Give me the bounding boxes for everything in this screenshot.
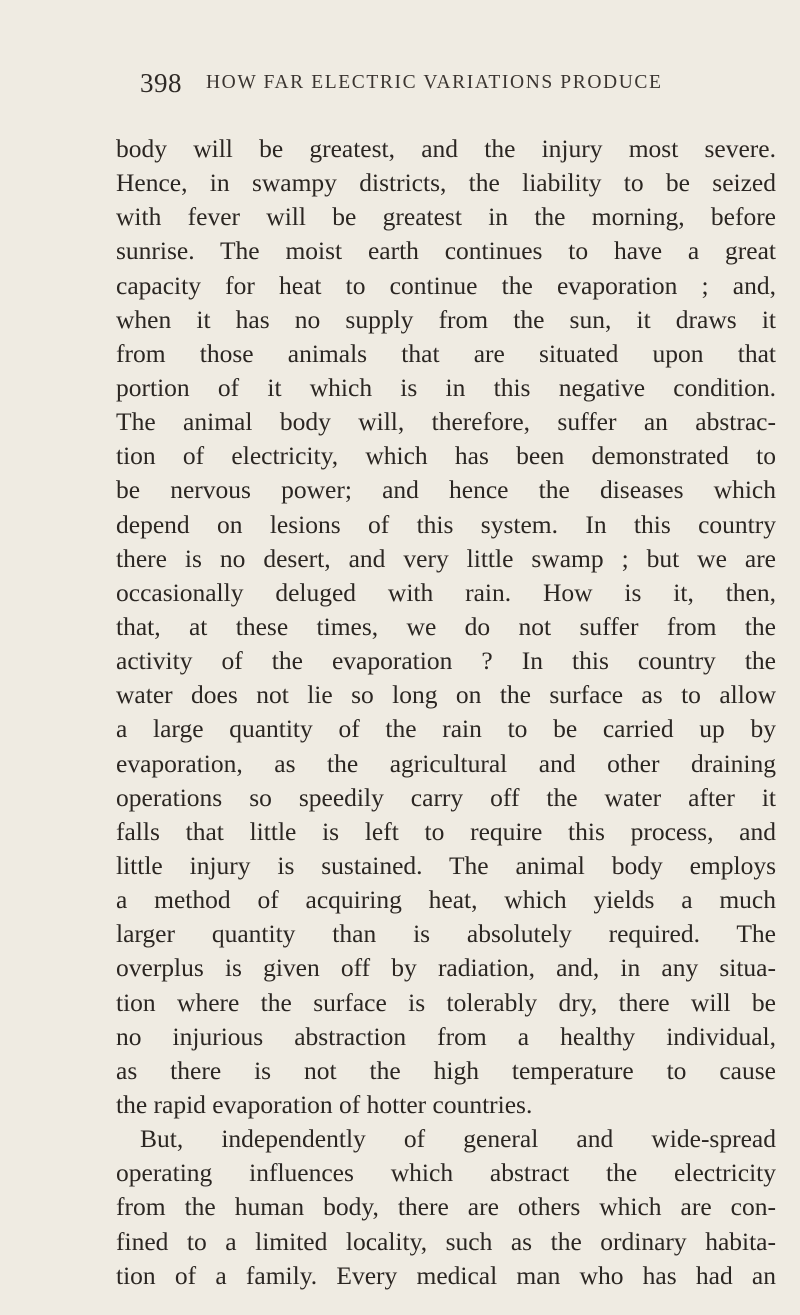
text-line: activity of the evaporation ? In this country the: [116, 646, 776, 676]
text-line: from those animals that are situated upon that: [116, 338, 776, 368]
text-line: there is no desert, and very little swamp ; but we are: [116, 543, 776, 573]
body-text: [116, 132, 776, 1293]
text-line: fined to a limited locality, such as the ordinary habita-: [116, 1226, 776, 1256]
text-line: sunrise. The moist earth continues to have a great: [116, 236, 776, 266]
paragraph-start-line: But, independently of general and wide-spread: [140, 1124, 776, 1154]
text-line: as there is not the high temperature to cause: [116, 1055, 776, 1085]
text-line: body will be greatest, and the injury most severe.: [116, 134, 776, 163]
text-line: operations so speedily carry off the water after it: [116, 782, 776, 812]
text-line: evaporation, as the agricultural and other draining: [116, 748, 776, 778]
text-line: no injurious abstraction from a healthy individual,: [116, 1021, 776, 1051]
text-line: capacity for heat to continue the evaporation ; and,: [116, 270, 776, 300]
text-line: depend on lesions of this system. In this country: [116, 509, 776, 539]
text-line: tion of a family. Every medical man who has had an: [116, 1260, 776, 1290]
text-line: from the human body, there are others which are con-: [116, 1192, 776, 1222]
paragraph-end-line: the rapid evaporation of hotter countries.: [116, 1089, 533, 1119]
text-line: falls that little is left to require this process, and: [116, 816, 776, 846]
text-line: larger quantity than is absolutely required. The: [116, 919, 776, 949]
text-line: Hence, in swampy districts, the liability to be seized: [116, 168, 776, 198]
text-line: with fever will be greatest in the morning, before: [116, 202, 776, 232]
text-line: The animal body will, therefore, suffer an abstrac-: [116, 407, 776, 437]
text-line: little injury is sustained. The animal body employs: [116, 850, 776, 880]
running-title: HOW FAR ELECTRIC VARIATIONS PRODUCE: [206, 72, 663, 93]
text-line: occasionally deluged with rain. How is it, then,: [116, 577, 776, 607]
text-line: a large quantity of the rain to be carried up by: [116, 714, 776, 744]
running-head: [140, 68, 780, 108]
text-line: tion of electricity, which has been demonstrated to: [116, 441, 776, 471]
text-line: tion where the surface is tolerably dry, there will be: [116, 987, 776, 1017]
text-line: when it has no supply from the sun, it draws it: [116, 304, 776, 334]
text-line: a method of acquiring heat, which yields a much: [116, 885, 776, 915]
text-line: that, at these times, we do not suffer from the: [116, 611, 776, 641]
text-line: overplus is given off by radiation, and, in any situa-: [116, 953, 776, 983]
text-line: be nervous power; and hence the diseases which: [116, 475, 776, 505]
page-number: 398: [140, 68, 182, 98]
text-line: water does not lie so long on the surface as to allow: [116, 680, 776, 710]
text-line: operating influences which abstract the electricity: [116, 1158, 776, 1188]
text-line: portion of it which is in this negative condition.: [116, 372, 776, 402]
